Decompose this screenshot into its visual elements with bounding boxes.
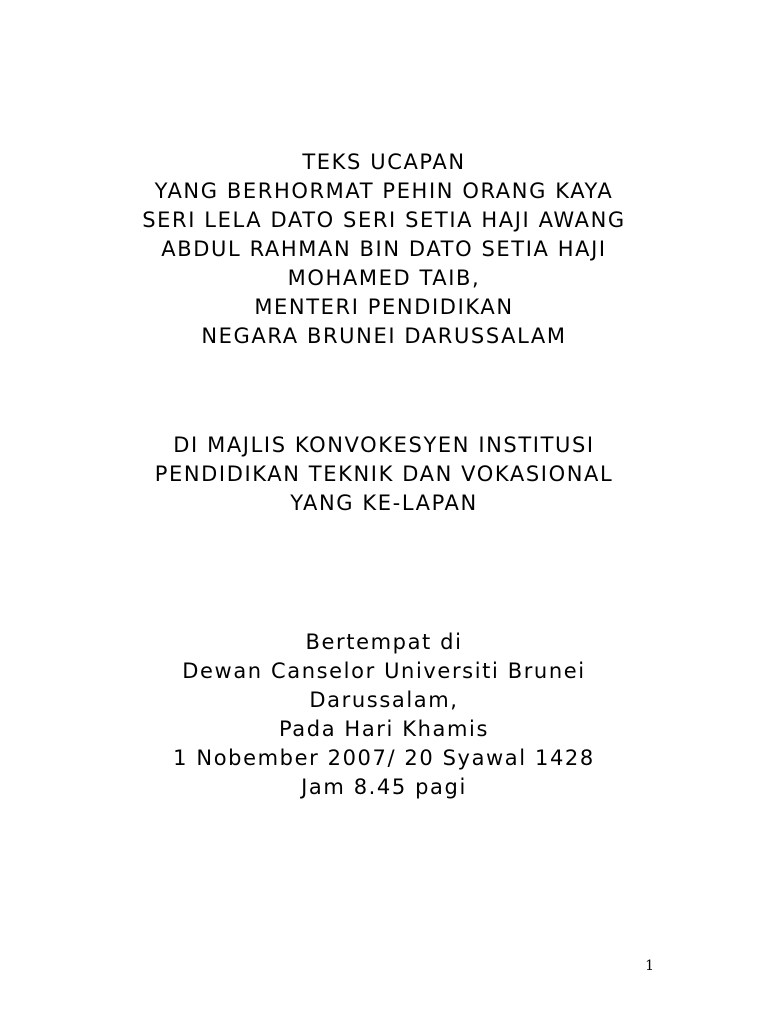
occasion-line: YANG KE-LAPAN	[290, 491, 478, 515]
title-line: MENTERI PENDIDIKAN	[254, 295, 514, 319]
title-line: ABDUL RAHMAN BIN DATO SETIA HAJI	[161, 237, 607, 261]
occasion-line: DI MAJLIS KONVOKESYEN INSTITUSI	[173, 433, 595, 457]
page-number: 1	[645, 958, 654, 974]
title-line: TEKS UCAPAN	[302, 150, 466, 174]
title-line: NEGARA BRUNEI DARUSSALAM	[201, 324, 567, 348]
venue-line: Darussalam,	[309, 688, 459, 712]
title-line: SERI LELA DATO SERI SETIA HAJI AWANG	[142, 208, 626, 232]
venue-block	[0, 628, 768, 802]
occasion-block	[0, 431, 768, 518]
title-line: YANG BERHORMAT PEHIN ORANG KAYA	[154, 179, 614, 203]
venue-line: Bertempat di	[305, 630, 463, 654]
title-line: MOHAMED TAIB,	[287, 266, 481, 290]
venue-line: Dewan Canselor Universiti Brunei	[182, 659, 586, 683]
speech-title-block	[0, 148, 768, 351]
occasion-line: PENDIDIKAN TEKNIK DAN VOKASIONAL	[154, 462, 614, 486]
venue-line: Jam 8.45 pagi	[301, 775, 467, 799]
venue-line: 1 Nobember 2007/ 20 Syawal 1428	[173, 746, 595, 770]
venue-line: Pada Hari Khamis	[278, 717, 490, 741]
